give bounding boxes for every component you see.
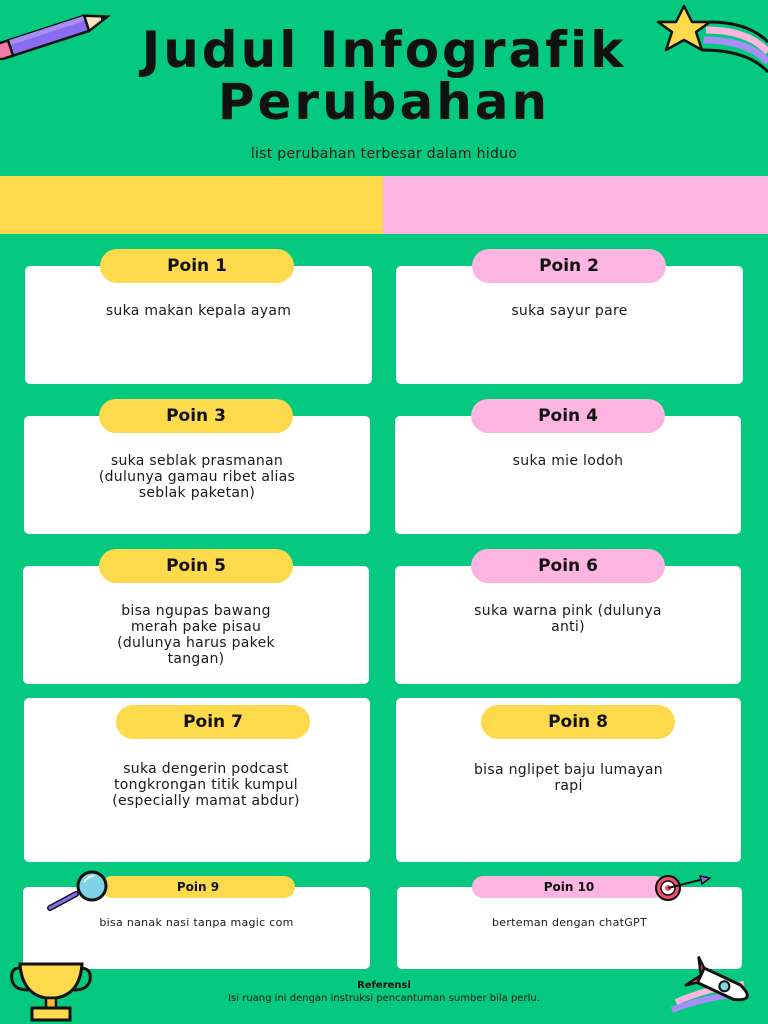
point-text-9: bisa nanak nasi tanpa magic com xyxy=(99,916,294,929)
point-text-7: suka dengerin podcast tongkrongan titik kumpul (especially mamat abdur) xyxy=(112,761,300,809)
point-pill-10: Poin 10 xyxy=(472,876,666,898)
point-text-5: bisa ngupas bawang merah pake pisau (dulunya harus pakek tangan) xyxy=(117,603,275,667)
point-text-2: suka sayur pare xyxy=(511,303,628,319)
point-text-3: suka seblak prasmanan (dulunya gamau ribet alias seblak paketan) xyxy=(98,453,296,501)
point-text-8: bisa nglipet baju lumayan rapi xyxy=(474,762,663,794)
page-subtitle: list perubahan terbesar dalam hiduo xyxy=(250,146,518,162)
yellow-band xyxy=(0,176,383,234)
reference-text: Isi ruang ini dengan instruksi pencantuman sumber bila perlu. xyxy=(228,993,540,1004)
point-pill-6: Poin 6 xyxy=(471,549,665,583)
point-card-4 xyxy=(395,416,741,534)
trophy-icon xyxy=(6,958,98,1024)
point-pill-3: Poin 3 xyxy=(99,399,293,433)
point-text-10: berteman dengan chatGPT xyxy=(491,916,648,929)
point-pill-5: Poin 5 xyxy=(99,549,293,583)
point-pill-1: Poin 1 xyxy=(100,249,294,283)
page-title: Judul Infografik Perubahan xyxy=(141,21,627,131)
point-pill-4: Poin 4 xyxy=(471,399,665,433)
target-icon xyxy=(648,872,712,902)
point-pill-7: Poin 7 xyxy=(116,705,310,739)
point-pill-8: Poin 8 xyxy=(481,705,675,739)
magnifier-icon xyxy=(40,870,116,914)
point-card-1 xyxy=(25,266,372,384)
pink-band xyxy=(383,176,768,234)
reference-title: Referensi xyxy=(357,980,411,991)
point-text-4: suka mie lodoh xyxy=(512,453,624,469)
point-pill-9: Poin 9 xyxy=(101,876,295,898)
point-text-6: suka warna pink (dulunya anti) xyxy=(474,603,662,635)
point-pill-2: Poin 2 xyxy=(472,249,666,283)
point-text-1: suka makan kepala ayam xyxy=(105,303,292,319)
point-card-2 xyxy=(396,266,743,384)
